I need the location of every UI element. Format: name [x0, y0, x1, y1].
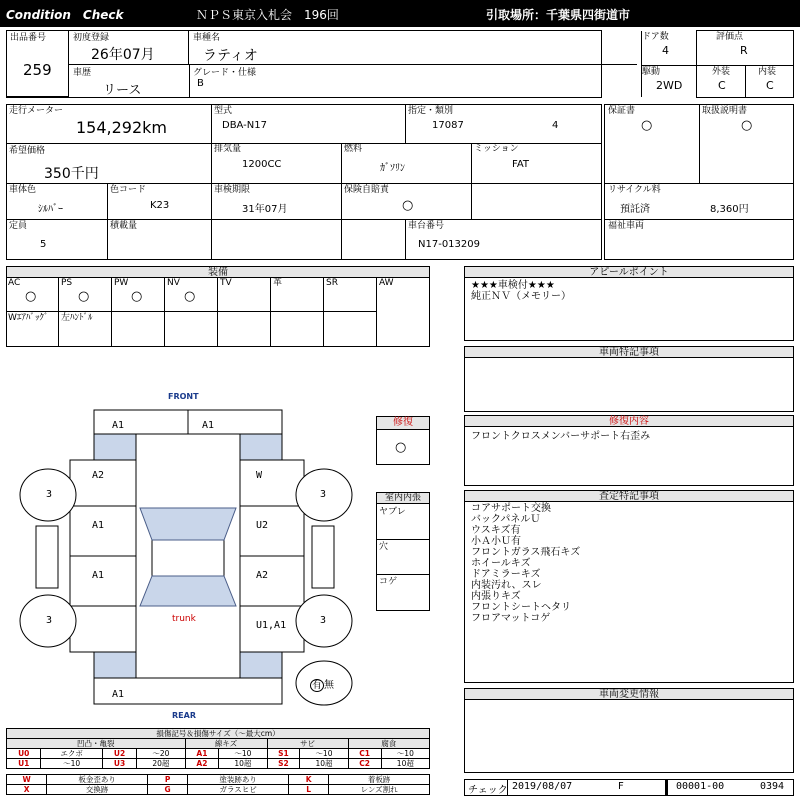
notes-box — [464, 501, 794, 683]
chassis: N17-013209 — [418, 239, 480, 250]
recycle-label: リサイクル料 — [608, 185, 661, 195]
eval-score: R — [740, 44, 748, 57]
note-line: ドアミラーキズ — [471, 569, 541, 580]
wheel-rl: 3 — [46, 615, 53, 626]
spare-tire-label — [310, 676, 334, 691]
car-diagram — [0, 400, 370, 710]
note-line: コアサポート交換 — [471, 503, 551, 514]
equipment-label: 革 — [273, 278, 283, 288]
odometer: 154,292km — [76, 118, 168, 137]
mission-label: ミッション — [474, 144, 519, 154]
mark-front-right: A1 — [202, 420, 215, 431]
footer-check-label: チェック — [468, 785, 508, 796]
evaluation-box — [696, 30, 794, 98]
wheel-fr: 3 — [320, 489, 327, 500]
legend-title: 損傷記号＆損傷サイズ（～最大cm） — [7, 729, 430, 739]
equipment-label: NV — [167, 278, 180, 288]
lot-number: 259 — [23, 61, 52, 79]
footer-code: F — [618, 781, 624, 792]
welfare-label: 福祉車両 — [608, 221, 645, 231]
trunk-label: trunk — [172, 614, 196, 624]
mission: FAT — [512, 159, 530, 170]
model: DBA-N17 — [222, 120, 267, 131]
equipment-row2-cell-6 — [324, 311, 377, 346]
legend-cell: X — [7, 785, 47, 795]
legend-cell: A2 — [185, 759, 219, 769]
notes-title: 査定特記事項 — [464, 490, 794, 502]
equipment-cell-4 — [218, 277, 271, 311]
mark-right-quarter: U1,A1 — [256, 620, 287, 631]
mark-rear-bumper: A1 — [112, 689, 125, 700]
doors-label: ドア数 — [642, 32, 669, 42]
mark-right-fender: W — [256, 470, 263, 481]
interior-title: 室内内張 — [376, 492, 430, 504]
damage-legend-2 — [6, 774, 430, 795]
legend-cell: レンズ割れ — [329, 785, 430, 795]
equipment-cell-7 — [377, 277, 430, 311]
displacement: 1200CC — [242, 159, 282, 170]
drive: 2WD — [656, 79, 683, 92]
legend-cell: L — [288, 785, 328, 795]
capacity-label: 定員 — [9, 221, 28, 231]
legend-cell: 板金歪あり — [47, 775, 148, 785]
equipment-mark: ○ — [131, 289, 143, 304]
legend-head-rust: サビ — [267, 739, 348, 749]
interior-item-burn: コゲ — [379, 577, 398, 587]
color-code: K23 — [150, 200, 170, 211]
equipment-label: PS — [61, 278, 73, 288]
legend-cell: W — [7, 775, 47, 785]
equipment-row2-cell-3 — [165, 311, 218, 346]
grade-label: グレード・仕様 — [193, 68, 257, 78]
ext-score: C — [718, 79, 726, 92]
price-label: 希望価格 — [9, 146, 46, 156]
equipment-cell-5 — [271, 277, 324, 311]
legend-cell: 交換跡 — [47, 785, 148, 795]
special-box — [464, 357, 794, 412]
int-score: C — [766, 79, 774, 92]
equipment-row2-cell-2 — [112, 311, 165, 346]
equipment-mark: ○ — [25, 289, 37, 304]
color: ｼﾙﾊﾞｰ — [38, 204, 63, 215]
legend-cell: ～10 — [219, 749, 267, 759]
equipment-cell-6 — [324, 277, 377, 311]
car-name-label: 車種名 — [193, 33, 221, 43]
legend-head-scratch: 線キズ — [185, 739, 267, 749]
color-label: 車体色 — [9, 185, 37, 195]
liability: ○ — [402, 198, 414, 213]
chassis-label: 車台番号 — [408, 221, 445, 231]
legend-cell: K — [288, 775, 328, 785]
inspection: 31年07月 — [242, 204, 288, 215]
equipment-label: AW — [379, 278, 394, 288]
drive-label: 駆動 — [642, 67, 661, 77]
mark-left-door-rear: A1 — [92, 570, 105, 581]
legend-head-corrosion: 腐食 — [348, 739, 429, 749]
model-label: 型式 — [214, 106, 233, 116]
front-label: FRONT — [168, 392, 199, 401]
manual-label: 取扱説明書 — [702, 106, 748, 116]
repair-detail-line: フロントクロスメンバーサポート右歪み — [471, 431, 651, 442]
repair-detail-title: 修復内容 — [464, 415, 794, 427]
legend-cell: U3 — [102, 759, 136, 769]
legend-cell: 10超 — [300, 759, 348, 769]
load-label: 積載量 — [110, 221, 138, 231]
legend-cell: U1 — [7, 759, 41, 769]
legend-cell: G — [147, 785, 187, 795]
changes-title: 車両変更情報 — [464, 688, 794, 700]
ext-label: 外装 — [712, 67, 731, 77]
car-name: ラティオ — [203, 48, 258, 64]
legend-cell: 20超 — [137, 759, 185, 769]
note-line: ウスキズ有 — [471, 525, 521, 536]
warranty-label: 保証書 — [608, 106, 636, 116]
mark-left-door-front: A1 — [92, 520, 105, 531]
legend-cell: A1 — [185, 749, 219, 759]
footer-id: 0394 — [760, 781, 785, 792]
inspection-label: 車検期限 — [214, 185, 251, 195]
appeal-title: アピールポイント — [464, 266, 794, 278]
mark-right-door-rear: A2 — [256, 570, 269, 581]
int-label: 内装 — [758, 67, 777, 77]
repair-detail-box — [464, 426, 794, 486]
equipment-label: AC — [8, 278, 21, 288]
appeal-line-1: ★★★車検付★★★ — [471, 280, 555, 291]
equipment-cell-1 — [59, 277, 112, 311]
rear-label: REAR — [172, 711, 196, 720]
repair-box — [376, 429, 430, 465]
lot-label: 出品番号 — [10, 33, 47, 43]
header-title: ＮＰＳ東京入札会 196回 — [196, 8, 339, 22]
damage-legend — [6, 728, 430, 769]
legend-cell: 塗装跡あり — [188, 775, 289, 785]
header-bar — [0, 0, 800, 27]
note-line: フロントガラス飛石キズ — [471, 547, 581, 558]
designation: 17087 — [432, 120, 464, 131]
equipment-mark: ○ — [78, 289, 90, 304]
footer-num: 00001-00 — [676, 781, 725, 792]
legend-cell: C2 — [348, 759, 381, 769]
equipment-row2-cell-5 — [271, 311, 324, 346]
spare-yes: 有 — [312, 680, 322, 691]
equipment-row2-cell-4 — [218, 311, 271, 346]
mark-front-left: A1 — [112, 420, 125, 431]
color-code-label: 色コード — [110, 185, 147, 195]
equipment-label: SR — [326, 278, 338, 288]
liability-label: 保険自賠責 — [344, 185, 390, 195]
manual: ○ — [741, 118, 753, 133]
legend-cell: P — [147, 775, 187, 785]
legend-cell: C1 — [348, 749, 381, 759]
legend-cell: U2 — [102, 749, 136, 759]
spare-none: 無 — [324, 680, 334, 691]
top-info — [6, 30, 602, 98]
repair-title: 修復 — [376, 416, 430, 430]
legend-cell: ～20 — [137, 749, 185, 759]
first-reg-label: 初度登録 — [73, 33, 110, 43]
legend-cell: 10超 — [219, 759, 267, 769]
equipment-row2-label: 左ﾊﾝﾄﾞﾙ — [61, 313, 93, 323]
recycle-status: 預託済 — [620, 204, 650, 215]
legend-cell: ～10 — [381, 749, 429, 759]
equipment-label: TV — [220, 278, 232, 288]
changes-box — [464, 699, 794, 773]
equipment-title: 装備 — [6, 266, 430, 278]
grade: B — [197, 78, 204, 89]
doors: 4 — [662, 44, 669, 57]
recycle-fee: 8,360円 — [710, 204, 749, 215]
legend-cell: ガラスヒビ — [188, 785, 289, 795]
note-line: フロントシートヘタリ — [471, 602, 571, 613]
equipment-row2-cell-0 — [6, 311, 59, 346]
note-line: 小Ａ小Ｕ有 — [471, 536, 521, 547]
history-label: 車歴 — [73, 68, 92, 78]
capacity: 5 — [40, 239, 47, 250]
equipment-cell-3 — [165, 277, 218, 311]
equipment-row2-label: Wｴｱﾊﾞｯｸﾞ — [8, 313, 49, 323]
note-line: ホイールキズ — [471, 558, 531, 569]
note-line: 内張りキズ — [471, 591, 521, 602]
history: リース — [103, 83, 142, 98]
odo-label: 走行メーター — [9, 106, 64, 116]
header-left: Condition Check — [6, 8, 124, 22]
special-title: 車両特記事項 — [464, 346, 794, 358]
legend-cell: ～10 — [41, 759, 102, 769]
equipment-label: PW — [114, 278, 129, 288]
appeal-line-2: 純正ＮＶ（メモリー） — [471, 291, 571, 302]
fuel: ｶﾞｿﾘﾝ — [380, 163, 405, 174]
equipment-row2-cell-1 — [59, 311, 112, 346]
legend-cell: エクボ — [41, 749, 102, 759]
legend-cell: S2 — [267, 759, 300, 769]
legend-cell: ～10 — [300, 749, 348, 759]
note-line: 内装汚れ、スレ — [471, 580, 542, 591]
interior-item-tear: ヤブレ — [379, 507, 406, 517]
mark-right-door-front: U2 — [256, 520, 269, 531]
equipment-mark: ○ — [184, 289, 196, 304]
mark-left-fender: A2 — [92, 470, 105, 481]
equipment-cell-0 — [6, 277, 59, 311]
category: 4 — [552, 120, 559, 131]
interior-item-hole: 穴 — [379, 542, 389, 552]
wheel-fl: 3 — [46, 489, 53, 500]
designation-label: 指定・類別 — [408, 106, 454, 116]
first-reg: 26年07月 — [91, 47, 155, 63]
interior-box — [376, 503, 430, 611]
legend-head-dent: 凹凸・亀裂 — [7, 739, 186, 749]
pickup-location: 引取場所：千葉県四街道市 — [486, 8, 631, 22]
legend-cell: S1 — [267, 749, 300, 759]
footer-date: 2019/08/07 — [512, 781, 573, 792]
equipment-cell-2 — [112, 277, 165, 311]
legend-cell: U0 — [7, 749, 41, 759]
eval-label: 評価点 — [716, 32, 744, 42]
warranty: ○ — [641, 118, 653, 133]
wheel-rr: 3 — [320, 615, 327, 626]
price: 350千円 — [44, 166, 99, 182]
right-info — [604, 104, 794, 260]
note-line: バックパネルＵ — [471, 514, 541, 525]
legend-cell: 着板跡 — [329, 775, 430, 785]
fuel-label: 燃料 — [344, 144, 363, 154]
note-line: フロアマットコゲ — [471, 613, 551, 624]
repair-mark: ○ — [395, 440, 407, 455]
displacement-label: 排気量 — [214, 144, 242, 154]
appeal-box — [464, 277, 794, 341]
legend-cell: 10超 — [381, 759, 429, 769]
